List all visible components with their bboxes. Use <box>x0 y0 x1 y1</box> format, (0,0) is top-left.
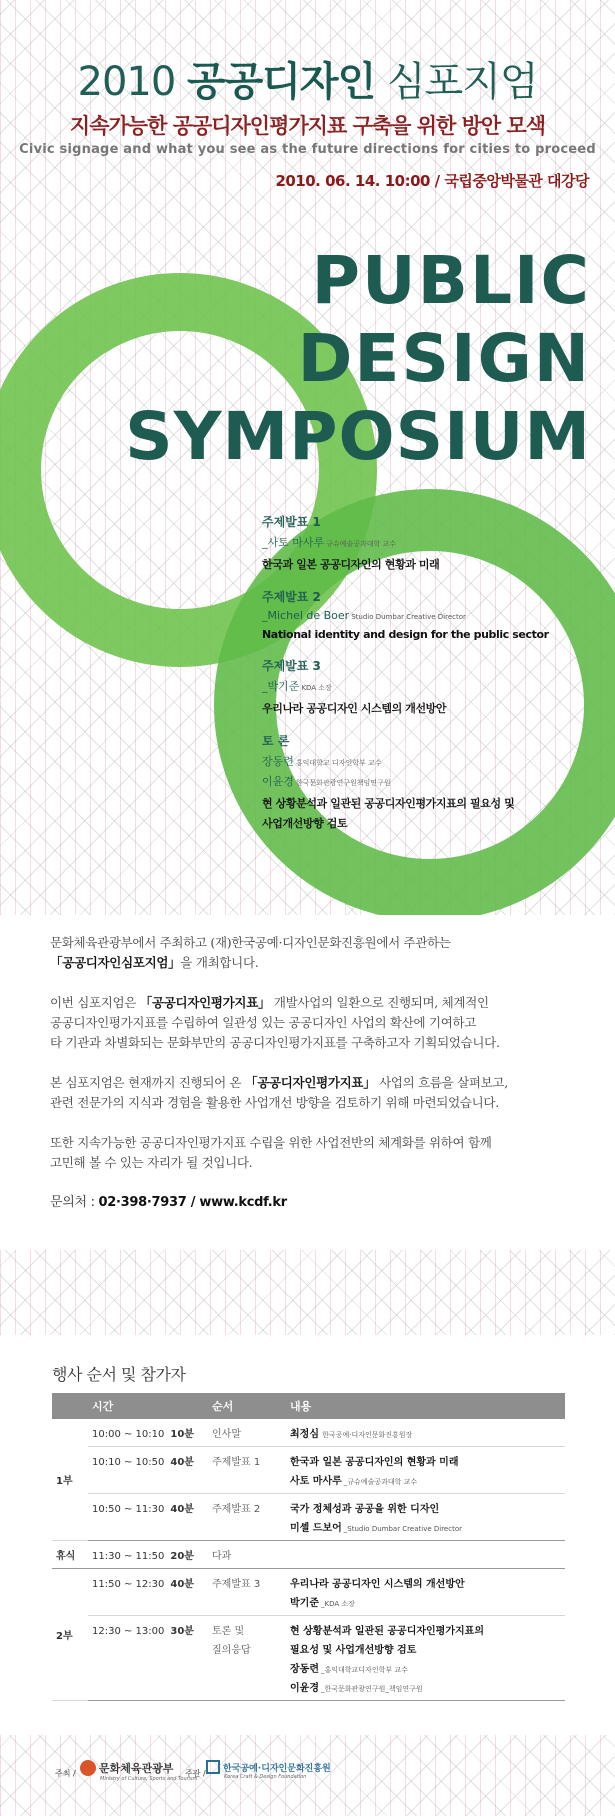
big-title <box>125 242 591 475</box>
text: 본 심포지엄은 현재까지 진행되어 온 <box>50 1075 242 1090</box>
session-heading: 주제발표 2 <box>262 590 321 604</box>
speaker-name: _박기준 <box>262 680 300 693</box>
organizer-org-en: Korea Craft & Design Foundation <box>224 1774 307 1780</box>
contact-value[interactable]: 02·398·7937 / www.kcdf.kr <box>98 1195 287 1210</box>
main-title <box>0 50 615 107</box>
content-title: 최정심 <box>290 1429 319 1440</box>
text: 고민해 볼 수 있는 자리가 될 것입니다. <box>50 1155 253 1170</box>
time-range: 11:30 ~ 11:50 <box>92 1551 165 1562</box>
duration: 30분 <box>170 1626 194 1637</box>
duration: 10분 <box>170 1429 194 1440</box>
title-year: 2010 <box>77 59 176 105</box>
organizer-logo <box>206 1760 331 1780</box>
ministry-logo-icon <box>80 1760 96 1776</box>
cell-time <box>88 1616 208 1701</box>
part-label: 2부 <box>52 1569 88 1701</box>
content-person-2 <box>290 1679 561 1694</box>
table-row <box>52 1447 565 1494</box>
content-title: 한국과 일본 공공디자인의 현황과 미래 <box>290 1457 459 1468</box>
session-heading: 주제발표 1 <box>262 515 321 529</box>
paragraph-3 <box>50 1073 585 1113</box>
duration: 20분 <box>170 1551 194 1562</box>
cell-time <box>88 1447 208 1494</box>
time-range: 11:50 ~ 12:30 <box>92 1579 165 1590</box>
text: 을 개최합니다. <box>180 955 259 970</box>
cell-content <box>286 1616 565 1701</box>
schedule-header-row <box>52 1393 565 1419</box>
session-speaker-2 <box>262 773 602 789</box>
schedule-table <box>52 1393 565 1701</box>
person-name: 미셸 드보어 <box>290 1523 342 1534</box>
date-venue: 2010. 06. 14. 10:00 / 국립중앙박물관 대강당 <box>275 172 589 190</box>
session-topic: National identity and design for the public sector <box>262 628 549 641</box>
session-speaker <box>262 753 602 769</box>
text: 문화체육관광부에서 주최하고 (재)한국공예·디자인문화진흥원에서 주관하는 <box>50 935 451 950</box>
person-name: 장동련 <box>290 1664 319 1675</box>
speaker-affiliation: KDA 소장 <box>301 684 332 692</box>
cell-time <box>88 1419 208 1447</box>
person-name: 사토 마사루 <box>290 1476 342 1487</box>
speaker-affiliation: 한국문화관광연구원책임연구원 <box>295 779 391 787</box>
paragraph-2 <box>50 993 585 1053</box>
speaker-affiliation: 홍익대학교 디자인학부 교수 <box>295 759 382 767</box>
speaker-name: 이윤경 <box>262 775 294 788</box>
cell-order: 주제발표 1 <box>208 1447 286 1494</box>
big-title-line-1: PUBLIC <box>311 242 591 319</box>
english-tagline: Civic signage and what you see as the future directions for cities to proceed <box>19 142 596 157</box>
person-note: _홍익대학교디자인학부 교수 <box>320 1666 408 1674</box>
content-person <box>290 1519 561 1534</box>
text: 이번 심포지엄은 <box>50 995 137 1010</box>
session-3 <box>262 657 602 716</box>
session-speaker <box>262 609 602 622</box>
person-note: _규슈예술공과대학 교수 <box>343 1478 418 1486</box>
session-2 <box>262 588 602 641</box>
kcdf-logo-icon <box>206 1760 220 1774</box>
order-line-2: 질의응답 <box>212 1645 251 1656</box>
session-speaker <box>262 534 602 550</box>
content-person <box>290 1472 561 1487</box>
text: 관련 전문가의 지식과 경험을 활용한 사업개선 방향을 검토하기 위해 마련되었습니다. <box>50 1095 499 1110</box>
emphasis: 「공공디자인평가지표」 <box>245 1075 376 1090</box>
content-title: 국가 정체성과 공공을 위한 디자인 <box>290 1504 440 1515</box>
header-time: 시간 <box>88 1393 208 1419</box>
person-note: _한국문화관광연구원_책임연구원 <box>320 1685 423 1693</box>
pattern-band <box>0 1250 615 1335</box>
content-title: 우리나라 공공디자인 시스템의 개선방안 <box>290 1579 465 1590</box>
cell-order: 주제발표 2 <box>208 1494 286 1541</box>
header-order: 순서 <box>208 1393 286 1419</box>
host-org-name: 문화체육관광부 <box>99 1762 174 1775</box>
header-part <box>52 1393 88 1419</box>
contact-info <box>50 1193 585 1213</box>
content-person <box>290 1594 561 1609</box>
cell-time <box>88 1494 208 1541</box>
session-topic-line-2: 사업개선방향 검토 <box>262 817 348 830</box>
text: 개발사업의 일환으로 진행되며, 체계적인 <box>273 995 489 1010</box>
duration: 40분 <box>170 1504 194 1515</box>
title-rest: 심포지엄 <box>386 59 538 105</box>
session-topic: 우리나라 공공디자인 시스템의 개선방안 <box>262 702 447 715</box>
subtitle: 지속가능한 공공디자인평가지표 구축을 위한 방안 모색 <box>69 114 546 138</box>
big-title-line-2: DESIGN <box>297 320 591 397</box>
content-title-line-2: 필요성 및 사업개선방향 검토 <box>290 1645 417 1656</box>
paragraph-1 <box>50 933 585 973</box>
table-row <box>52 1569 565 1616</box>
organizer-org-name: 한국공예·디자인문화진흥원 <box>223 1763 331 1774</box>
session-topic: 현 상황분석과 일관된 공공디자인평가지표의 필요성 및 <box>262 797 515 810</box>
text: 사업의 흐름을 살펴보고, <box>379 1075 508 1090</box>
cell-content <box>286 1419 565 1447</box>
session-heading: 토 론 <box>262 734 290 748</box>
cell-content <box>286 1447 565 1494</box>
contact-label: 문의처 : <box>50 1195 95 1210</box>
content-person <box>290 1660 561 1675</box>
session-heading: 주제발표 3 <box>262 659 321 673</box>
order-line-1: 토론 및 <box>212 1626 245 1637</box>
part-label: 1부 <box>52 1419 88 1541</box>
cell-time <box>88 1541 208 1569</box>
text: 타 기관과 차별화되는 문화부만의 공공디자인평가지표를 구축하고자 기획되었습니다. <box>50 1035 500 1050</box>
speaker-affiliation: 규슈예술공과대학 교수 <box>326 540 396 548</box>
intro-text <box>50 933 585 1213</box>
speaker-name: _사토 마사루 <box>262 536 325 549</box>
cell-time <box>88 1569 208 1616</box>
program-list <box>262 513 602 847</box>
session-topic: 한국과 일본 공공디자인의 현황과 미래 <box>262 558 440 571</box>
person-name: 이윤경 <box>290 1683 319 1694</box>
cell-content <box>286 1494 565 1541</box>
person-note: _KDA 소장 <box>320 1600 355 1608</box>
part-label: 휴식 <box>52 1541 88 1569</box>
cell-order: 다과 <box>208 1541 286 1569</box>
host-org-en: Ministry of Culture, Sports and Tourism <box>100 1776 198 1782</box>
emphasis: 「공공디자인심포지엄」 <box>50 955 181 970</box>
table-row <box>52 1616 565 1701</box>
text: 공공디자인평가지표를 수립하여 일관성 있는 공공디자인 사업의 확산에 기여하고 <box>50 1015 477 1030</box>
host-logo <box>80 1760 198 1782</box>
duration: 40분 <box>170 1457 194 1468</box>
person-name: 박기준 <box>290 1598 319 1609</box>
time-range: 10:50 ~ 11:30 <box>92 1504 165 1515</box>
cell-content <box>286 1541 565 1569</box>
time-range: 10:00 ~ 10:10 <box>92 1429 165 1440</box>
person-note: _Studio Dumbar Creative Director <box>343 1525 462 1533</box>
header-content: 내용 <box>286 1393 565 1419</box>
emphasis: 「공공디자인평가지표」 <box>139 995 271 1010</box>
session-1 <box>262 513 602 572</box>
cell-order: 주제발표 3 <box>208 1569 286 1616</box>
table-row <box>52 1419 565 1447</box>
content-note: 한국공예·디자인문화진흥원장 <box>322 1431 413 1439</box>
speaker-name: _Michel de Boer <box>262 609 350 622</box>
cell-order: 인사말 <box>208 1419 286 1447</box>
content-title: 현 상황분석과 일관된 공공디자인평가지표의 <box>290 1626 484 1637</box>
big-title-line-3: SYMPOSIUM <box>125 398 591 475</box>
paragraph-4 <box>50 1133 585 1173</box>
speaker-affiliation: Studio Dumbar Creative Director <box>351 613 466 621</box>
table-row <box>52 1494 565 1541</box>
session-discussion <box>262 732 602 831</box>
text: 또한 지속가능한 공공디자인평가지표 수립을 위한 사업전반의 체계화를 위하여 함께 <box>50 1135 492 1150</box>
table-row <box>52 1541 565 1569</box>
host-label: 주최 / <box>55 1769 76 1778</box>
schedule-title: 행사 순서 및 참가자 <box>52 1365 186 1384</box>
time-range: 10:10 ~ 10:50 <box>92 1457 165 1468</box>
organizer-label: 주관 / <box>185 1769 206 1778</box>
title-bold: 공공디자인 <box>187 59 376 105</box>
cell-order <box>208 1616 286 1701</box>
duration: 40분 <box>170 1579 194 1590</box>
session-speaker <box>262 678 602 694</box>
cell-content <box>286 1569 565 1616</box>
time-range: 12:30 ~ 13:00 <box>92 1626 165 1637</box>
speaker-name: 장동련 <box>262 755 294 768</box>
